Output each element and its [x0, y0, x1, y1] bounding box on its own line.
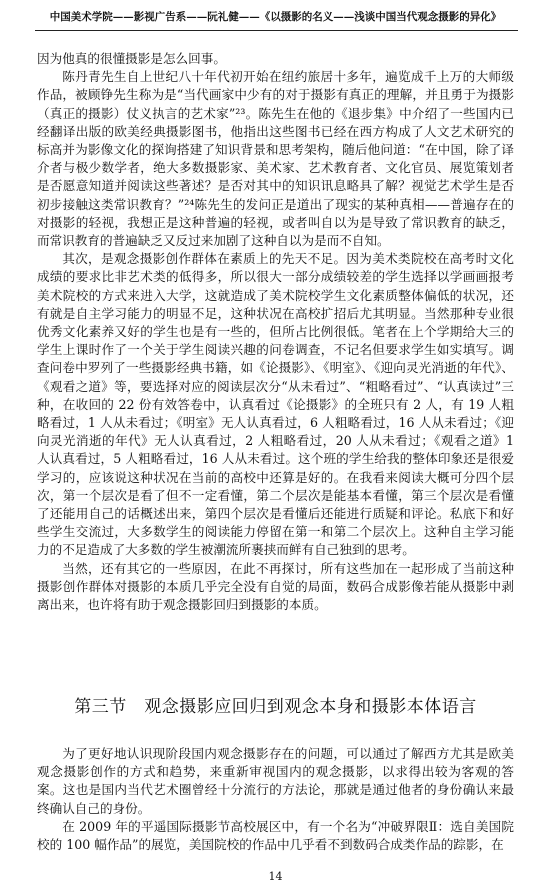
- paragraph-chen-danqing: 陈丹青先生自上世纪八十年代初开始在纽约旅居十多年，遍览成千上万的大师级作品，被顾铮先生称为是“当代画家中少有的对于摄影有真正的理解，并且勇于为摄影（真正的摄影）仗义执言的艺术家”²³。陈先生在他的《退步集》中介绍了一些国内已经翻译出版的欧美经典摄影图书，他指出这些图书已经在西方构成了人文艺术研究的标高并为影像文化的探询搭建了知识背景和思考架构，随后他问道：“在中国，除了译介者与极少数学者，绝大多数摄影家、美术家、艺术教育者、文化官员、展览策划者是否愿意知道并阅读这些著述？是否对其中的知识讯息略具了解？视觉艺术学生是否初步接触这类常识教育？”²⁴陈先生的发问正是道出了现实的某种真相——普遍存在的对摄影的轻视，我想正是这种普遍的轻视，或者叫自以为是导致了常识教育的缺乏，而常识教育的普遍缺乏又反过来加剧了这种自以为是而不自知。: [37, 69, 514, 249]
- paragraph-understanding: 为了更好地认识现阶段国内观念摄影存在的问题，可以通过了解西方尤其是欧美观念摄影创作的方式和趋势，来重新审视国内的观念摄影，以求得出较为客观的答案。这也是国内当代艺术圈曾经十分流行的方法论，那就是通过他者的身份确认来最终确认自己的身份。: [37, 746, 514, 816]
- running-header: 中国美术学院——影视广告系——阮礼健——《以摄影的名义——浅谈中国当代观念摄影的异化》: [49, 11, 502, 23]
- page-number: 14: [268, 870, 283, 883]
- header-divider: [35, 30, 518, 31]
- paragraph-continuation: 因为他真的很懂摄影是怎么回事。: [37, 51, 226, 66]
- section-body-text: [37, 745, 514, 854]
- paragraph-of-course: 当然，还有其它的一些原因，在此不再探讨，所有这些加在一起形成了当前这种摄影创作群体对摄影的本质几乎完全没有自觉的局面，数码合成影像若能从摄影中剥离出来，也许将有助于观念摄影回归到摄影的本质。: [37, 560, 514, 613]
- body-text: [37, 50, 514, 614]
- paragraph-pingyao: 在 2009 年的平遥国际摄影节高校展区中，有一个名为“冲破界限Ⅱ：选自美国院校的 100 幅作品”的展览，美国院校的作品中几乎看不到数码合成类作品的踪影，在: [37, 818, 514, 853]
- section-heading: 第三节 观念摄影应回归到观念本身和摄影本体语言: [74, 697, 477, 717]
- paragraph-secondly: 其次，是观念摄影创作群体在素质上的先天不足。因为美术类院校在高考时文化成绩的要求比非艺术类的低得多，所以很大一部分成绩较差的学生选择以学画画报考美术院校的方式来进入大学，这就造成了美术院校学生文化素质整体偏低的状况，还有就是自主学习能力的明显不足，这种状况在高校扩招后尤其明显。当然那种专业很优秀文化素养又好的学生也是有一些的，但所占比例很低。笔者在上个学期给大三的学生上课时作了一个关于学生阅读兴趣的问卷调查，不记名但要求学生如实填写。调查问卷中罗列了一些摄影经典书籍，如《论摄影》、《明室》、《迎向灵光消逝的年代》、《观看之道》等，要选择对应的阅读层次分“从未看过”、“粗略看过”、“认真读过”三种，在收回的 22 份有效答卷中，认真看过《论摄影》的全班只有 2 人，有 19 人粗略看过，1 人从未看过；《明室》无人认真看过，6 人粗略看过，16 人从未看过；《迎向灵光消逝的年代》无人认真看过，2 人粗略看过，20 人从未看过；《观看之道》1 人认真看过，5 人粗略看过，16 人从未看过。这个班的学生给我的整体印象还是很爱学习的，应该说这种状况在当前的高校中还算是好的。在我看来阅读大概可分四个层次，第一个层次是看了但不一定看懂，第二个层次是能基本看懂，第三个层次是看懂了还能用自己的话概述出来，第四个层次是看懂后还能进行质疑和评论。私底下和好些学生交流过，大多数学生的阅读能力停留在第一和第二个层次上。这种自主学习能力的不足造成了大多数的学生被潮流所裹挟而鲜有自己独到的思考。: [37, 251, 514, 558]
